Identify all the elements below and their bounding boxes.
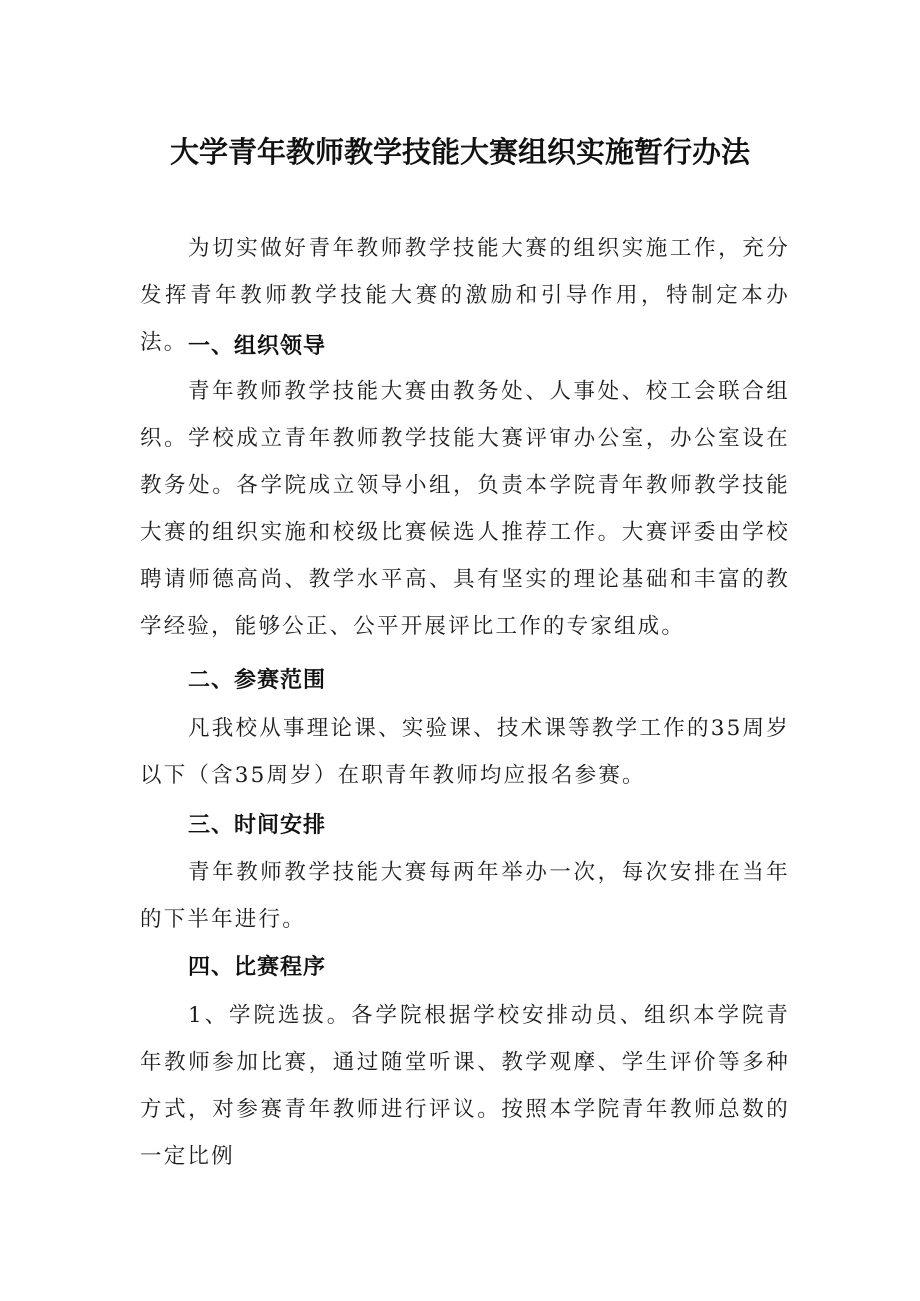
document-title: 大学青年教师教学技能大赛组织实施暂行办法	[169, 135, 750, 169]
section-body-scope: 凡我校从事理论课、实验课、技术课等教学工作的35周岁以下（含35周岁）在职青年教师均应报名参赛。	[140, 716, 790, 788]
intro-paragraph: 为切实做好青年教师教学技能大赛的组织实施工作，充分发挥青年教师教学技能大赛的激励和引导作用，特制定本办法。	[140, 236, 790, 355]
section-heading-scope: 二、参赛范围	[188, 668, 327, 693]
section-heading-organization: 一、组织领导	[188, 334, 327, 359]
section-body-organization: 青年教师教学技能大赛由教务处、人事处、校工会联合组织。学校成立青年教师教学技能大赛评审办公室，办公室设在教务处。各学院成立领导小组，负责本学院青年教师教学技能大赛的组织实施和校级比赛候选人推荐工作。大赛评委由学校聘请师德高尚、教学水平高、具有坚实的理论基础和丰富的教学经验，能够公正、公平开展评比工作的专家组成。	[140, 379, 790, 639]
section-body-schedule: 青年教师教学技能大赛每两年举办一次，每次安排在当年的下半年进行。	[140, 860, 790, 932]
section-heading-procedure: 四、比赛程序	[188, 955, 327, 980]
section-heading-schedule: 三、时间安排	[188, 813, 327, 838]
section-body-procedure: 1、学院选拔。各学院根据学校安排动员、组织本学院青年教师参加比赛，通过随堂听课、教学观摩、学生评价等多种方式，对参赛青年教师进行评议。按照本学院青年教师总数的一定比例	[140, 1003, 790, 1169]
